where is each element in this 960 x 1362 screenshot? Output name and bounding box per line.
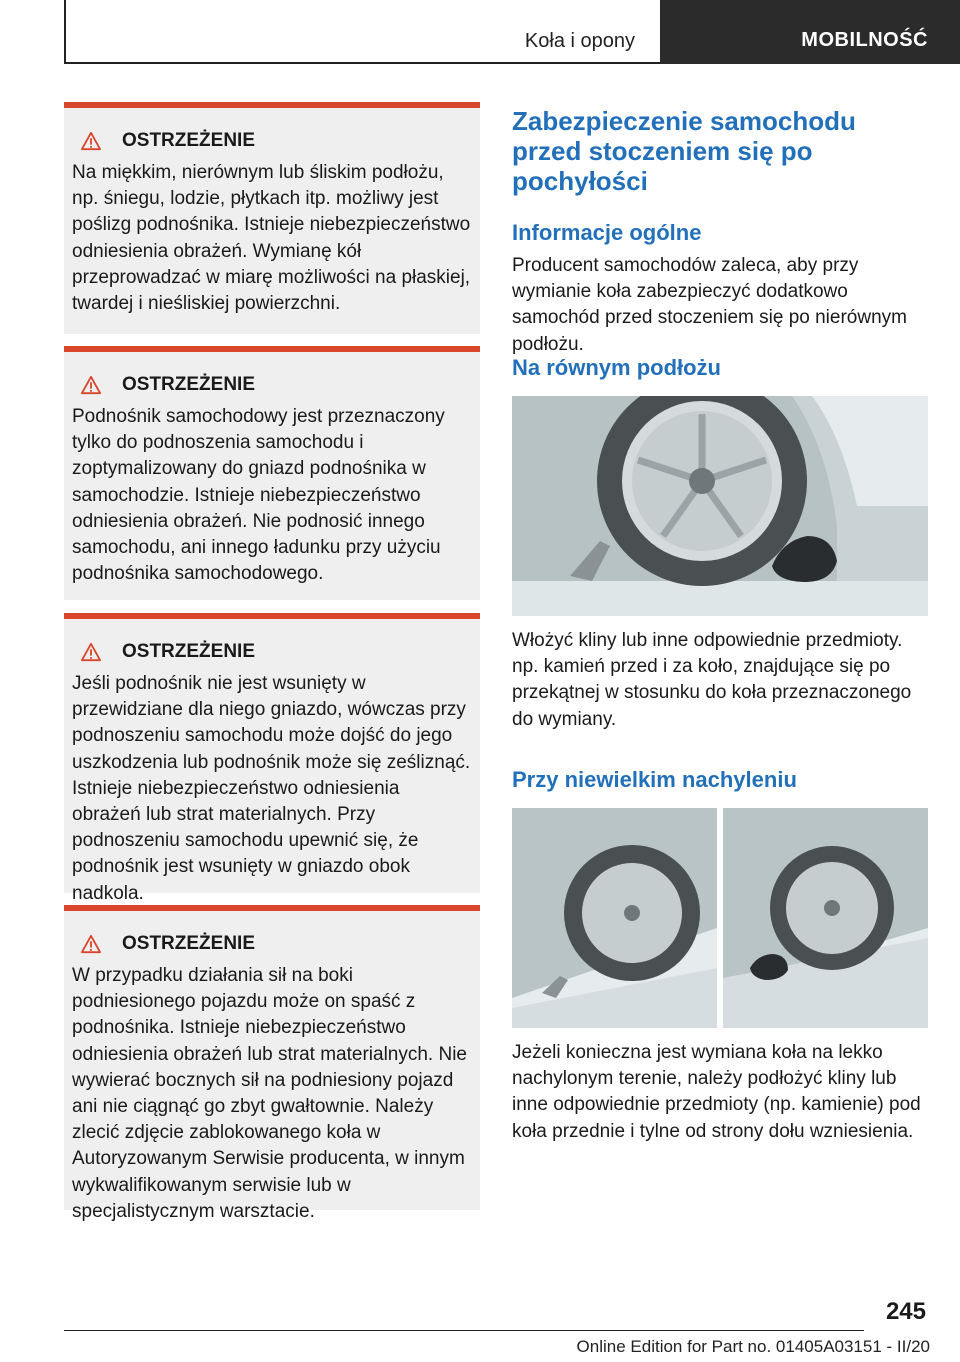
warning-text: Na miękkim, nierównym lub śliskim podłożu, np. śniegu, lodzie, płytkach itp. możliwy jest poślizg podnośnika. Istnieje niebezpieczeństwo odniesienia obrażeń. Wymianę kół przeprowadzać w miarę możliwości na płaskiej, twardej i nieśliskiej powierzchni.	[72, 162, 471, 315]
warning-triangle-icon	[80, 934, 102, 954]
section-heading: Zabezpieczenie samochodu przed stoczeniem się po pochyłości	[512, 106, 856, 196]
warning-text: Jeśli podnośnik nie jest wsunięty w przewidziane dla niego gniazdo, wówczas przy podnoszeniu samochodu może dojść do jego uszkodzenia lub podnośnik może się ześliznąć. Istnieje niebezpieczeństwo odniesienia obrażeń lub strat materialnych. Przy podnoszeniu samochodu upewnić się, że podnośnik jest wsunięty w gniazdo obok nadkola.	[72, 673, 471, 904]
section-label: Koła i opony	[524, 30, 635, 52]
subheading-level-ground: Na równym podłożu	[512, 355, 721, 380]
subheading-general: Informacje ogólne	[512, 220, 702, 245]
chapter-label: MOBILNOŚĆ	[801, 29, 928, 51]
warning-text: Podnośnik samochodowy jest przeznaczony tylko do podnoszenia samochodu i zoptymalizowany do gniazd podnośnika w samochodzie. Istnieje niebezpieczeństwo odniesienia obrażeń. Nie podnosić innego samochodu, ani innego ładunku przy użyciu podnośnika samochodowego.	[72, 406, 445, 585]
warning-header	[80, 130, 472, 152]
warning-header	[80, 374, 472, 396]
warning-header	[80, 933, 472, 955]
general-info-text: Producent samochodów zaleca, aby przy wymianie koła zabezpieczyć dodatkowo samochód przed stoczeniem się po nierównym podłożu.	[512, 255, 907, 355]
warning-box	[64, 905, 480, 1222]
slope-text: Jeżeli konieczna jest wymiana koła na lekko nachylonym terenie, należy podłożyć kliny lub inne odpowiednie przedmioty (np. kamienie) pod koła przednie i tylne od strony dołu wzniesienia.	[512, 1042, 921, 1142]
wheels-on-slope-illustration	[512, 808, 928, 1028]
subheading-slight-slope: Przy niewielkim nachyleniu	[512, 767, 797, 792]
footer-edition: Online Edition for Part no. 01405A03151 - II/20	[576, 1337, 930, 1356]
slope-illustration	[512, 808, 928, 1028]
wheel-chocked-illustration	[512, 396, 928, 616]
warning-box	[64, 613, 480, 904]
warning-title: OSTRZEŻENIE	[122, 641, 256, 662]
level-ground-illustration	[512, 396, 928, 616]
chapter-tab	[660, 0, 960, 64]
warning-header	[80, 641, 472, 663]
warning-title: OSTRZEŻENIE	[122, 374, 256, 395]
warning-title: OSTRZEŻENIE	[122, 130, 256, 151]
footer-divider	[64, 1330, 864, 1331]
page-number: 245	[885, 1298, 926, 1325]
warning-triangle-icon	[80, 642, 102, 662]
warning-text: W przypadku działania sił na boki podniesionego pojazdu może on spaść z podnośnika. Istnieje niebezpieczeństwo odniesienia obrażeń lub strat materialnych. Nie wywierać bocznych sił na podniesiony pojazd ani nie ciągnąć go zbyt gwałtownie. Należy zlecić zdjęcie zablokowanego koła w Autoryzowanym Serwisie producenta, w innym wykwalifikowanym serwisie lub w specjalistycznym warsztacie.	[72, 965, 467, 1222]
level-ground-text: Włożyć kliny lub inne odpowiednie przedmioty. np. kamień przed i za koło, znajdujące się po przekątnej w stosunku do koła przeznaczonego do wymiany.	[512, 630, 912, 730]
warning-box	[64, 102, 480, 334]
warning-triangle-icon	[80, 375, 102, 395]
warning-triangle-icon	[80, 131, 102, 151]
warning-title: OSTRZEŻENIE	[122, 933, 256, 954]
warning-box	[64, 346, 480, 600]
